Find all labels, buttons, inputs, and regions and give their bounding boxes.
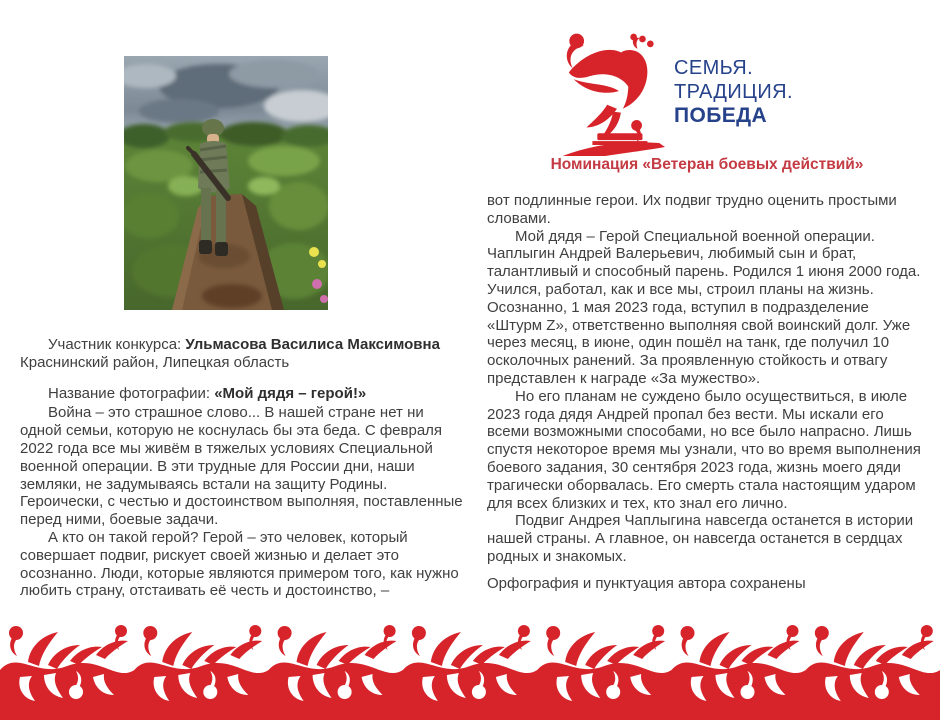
left-column: [20, 336, 467, 600]
essay-paragraph: А кто он такой герой? Герой – это человек, который совершает подвиг, рискует своей жизнью и делает это осознанно. Люди, которые являются примером того, как нужно любить страну, отстаивать её честь и достоинство, –: [20, 528, 459, 600]
ornament-graphic: [0, 620, 940, 720]
essay-paragraph: Мой дядя – Герой Специальной военной операции. Чаплыгин Андрей Валерьевич, любимый сын и брат, талантливый и способный парень. Родился 1 июня 2000 года. Учился, работал, как и все мы, строил планы на жизнь. Осознанно, 1 мая 2023 года, вступил в подразделение «Штурм Z», ответственно выполняя свой воинский долг. Уже через месяц, в июне, один пошёл на танк, где получил 10 осколочных ранений. За проявленную стойкость и отвагу представлен к награде «За мужество».: [487, 227, 921, 387]
photo-title-prefix: Название фотографии:: [48, 384, 215, 402]
nomination-heading: Номинация «Ветеран боевых действий»: [550, 156, 864, 173]
essay-paragraph: вот подлинные герои. Их подвиг трудно оценить простыми словами.: [487, 192, 897, 227]
essay-paragraph: Война – это страшное слово... В нашей стране нет ни одной семьи, которую не коснулась бы эта беда. С февраля 2022 года все мы живём в тяжелых условиях Специальной военной операции. В эти трудные для России дни, наши земляки, не задумываясь встали на защиту Родины. Героически, с честью и достоинством выполняя, поставленные перед ними, боевые задачи.: [20, 404, 463, 529]
participant-location: Краснинский район, Липецкая область: [20, 353, 290, 371]
right-column: [487, 192, 927, 593]
spelling-note: Орфография и пунктуация автора сохранены: [487, 574, 806, 592]
logo-line-tradition: ТРАДИЦИЯ.: [674, 81, 793, 103]
participant-caption-prefix: Участник конкурса:: [48, 336, 186, 353]
khokhloma-ornament-border: [0, 620, 940, 720]
logo-line-victory: ПОБЕДА: [674, 104, 768, 127]
firebird-flame-monument-icon: [560, 28, 668, 156]
photo-title: [20, 385, 467, 403]
essay-paragraph: Подвиг Андрея Чаплыгина навсегда останется в истории нашей страны. А главное, он навсегда останется в сердцах родных и знакомых.: [487, 512, 914, 565]
essay-paragraph: Но его планам не суждено было осуществиться, в июле 2023 года дядя Андрей пропал без вести. Мы искали его всеми возможными способами, но все было напрасно. Лишь спустя некоторое время мы узнали, что во время выполнения боевого задания, 30 сентября 2023 года, жизнь моего дяди трагически оборвалась. Его смерть стала настоящим ударом для всех близких и тех, кто знал его лично.: [487, 387, 921, 512]
contest-logo: [560, 28, 793, 156]
participant-name: Ульмасова Василиса Максимовна: [185, 336, 440, 353]
photo-illustration: [124, 56, 328, 310]
photo-title-value: «Мой дядя – герой!»: [214, 384, 367, 402]
participant-caption: [20, 336, 467, 354]
logo-text: [674, 56, 793, 128]
logo-line-family: СЕМЬЯ.: [674, 57, 754, 79]
contest-photo: [124, 56, 328, 310]
